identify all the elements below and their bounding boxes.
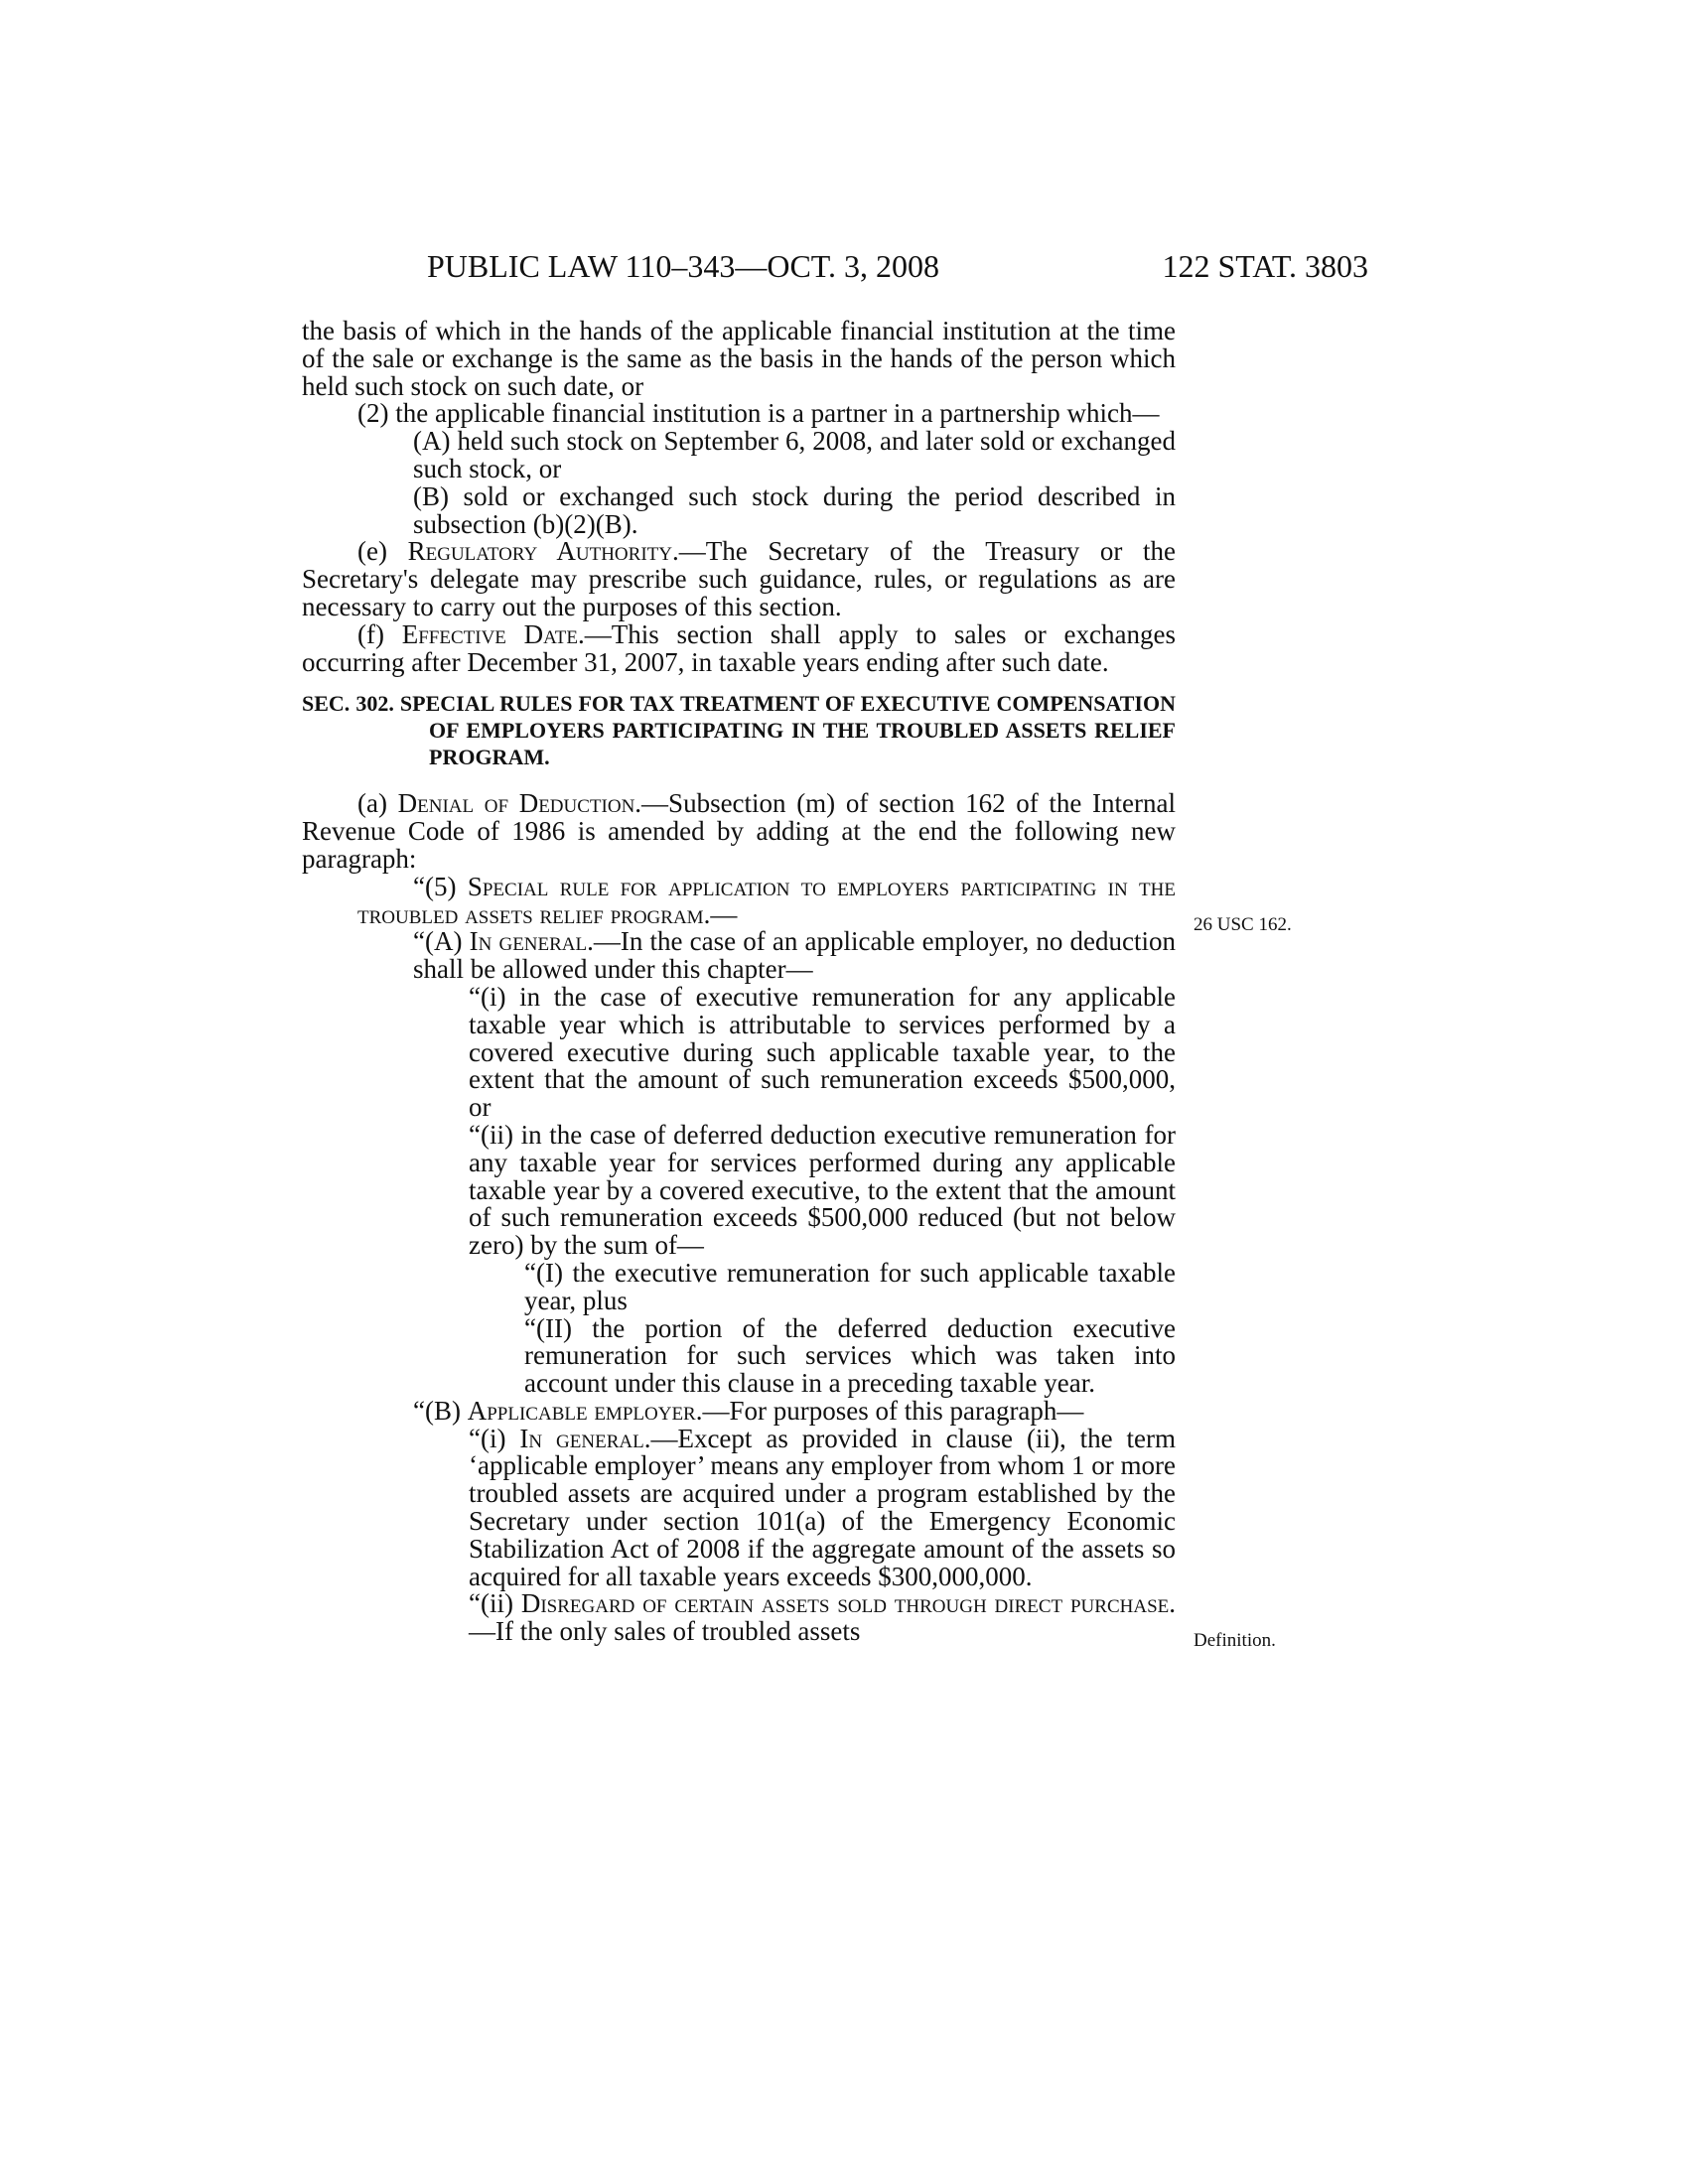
paragraph-5-heading: Special rule for application to employers participating in the troubled assets relief program.	[357, 871, 1176, 929]
clause-b-heading: Applicable employer.	[467, 1395, 703, 1426]
subparagraph-a	[302, 428, 1176, 483]
subsection-a-heading: Denial of Deduction.	[397, 788, 642, 819]
margin-note-usc-reference: 26 USC 162.	[1194, 914, 1292, 935]
subparagraph-b	[302, 480, 1176, 539]
subsection-f: (f) Effective Date.—This section shall apply to sales or exchanges occurring after December 31, 2007, in taxable years ending after such date.	[302, 618, 1176, 677]
clause-a-in-general: “(A) In general.—In the case of an applicable employer, no deduction shall be allowed under this chapter—	[413, 926, 1177, 985]
paragraph-continuation: the basis of which in the hands of the applicable financial institution at the time of the sale or exchange is the same as the basis in the hands of the person which held such stock on such date, or	[302, 316, 1176, 401]
subclause-i: “(I) the executive remuneration for such applicable taxable year, plus	[524, 1257, 1176, 1315]
subsection-a: (a) Denial of Deduction.—Subsection (m) of section 162 of the Internal Revenue Code of 1986 is amended by adding at the end the following new paragraph:	[302, 788, 1176, 874]
paragraph-2	[302, 400, 1176, 428]
subparagraph-a-text: (A) held such stock on September 6, 2008, and later sold or exchanged such stock, or	[413, 426, 1176, 483]
section-302-heading: SEC. 302. SPECIAL RULES FOR TAX TREATMENT OF EXECUTIVE COMPENSATION OF EMPLOYERS PARTICIPATING IN THE TROUBLED ASSETS RELIEF PROGRAM.	[302, 691, 1176, 770]
clause-b-i-heading: In general.	[519, 1423, 651, 1453]
margin-note-definition: Definition.	[1194, 1630, 1276, 1651]
clause-b-i-in-general: “(i) In general.—Except as provided in clause (ii), the term ‘applicable employer’ means any employer from whom 1 or more troubled assets are acquired under a program established by the Secretary under section 101(a) of the Emergency Economic Stabilization Act of 2008 if the aggregate amount of the assets so acquired for all taxable years exceeds $300,000,000.	[469, 1423, 1177, 1591]
clause-b-ii-heading: Disregard of certain assets sold through direct purchase.	[520, 1588, 1176, 1619]
clause-i: “(i) in the case of executive remuneration for any applicable taxable year which is attributable to services performed by a covered executive during such applicable taxable year, to the extent that the amount of such remuneration exceeds $500,000, or	[469, 981, 1176, 1123]
subsection-e: (e) Regulatory Authority.—The Secretary of the Treasury or the Secretary's delegate may prescribe such guidance, rules, or regulations as are necessary to carry out the purposes of this section.	[302, 536, 1177, 621]
running-title: PUBLIC LAW 110–343—OCT. 3, 2008	[427, 248, 939, 284]
paragraph-2-text: (2) the applicable financial institution is a partner in a partnership which—	[357, 398, 1160, 429]
stat-page-reference: 122 STAT. 3803	[1162, 248, 1368, 284]
clause-b-ii-disregard: “(ii) Disregard of certain assets sold through direct purchase.—If the only sales of troubled assets	[469, 1588, 1176, 1647]
clause-ii: “(ii) in the case of deferred deduction executive remuneration for any taxable year for services performed during any applicable taxable year by a covered executive, to the extent that the amount of such remuneration exceeds $500,000 reduced (but not below zero) by the sum of—	[469, 1119, 1176, 1261]
document-body	[302, 318, 1176, 1646]
clause-a-heading: In general.	[469, 926, 594, 957]
paragraph-5: “(5) Special rule for application to employers participating in the troubled assets relief program.—	[357, 871, 1176, 929]
subclause-ii: “(II) the portion of the deferred deduction executive remuneration for such services which was taken into account under this clause in a preceding taxable year.	[524, 1312, 1176, 1399]
page-header	[0, 246, 1688, 286]
subsection-f-heading: Effective Date.	[401, 618, 585, 649]
clause-b-applicable-employer: “(B) Applicable employer.—For purposes of this paragraph—	[413, 1395, 1084, 1426]
subsection-e-heading: Regulatory Authority.	[407, 536, 679, 567]
subparagraph-b-text: (B) sold or exchanged such stock during the period described in subsection (b)(2)(B).	[413, 480, 1176, 539]
